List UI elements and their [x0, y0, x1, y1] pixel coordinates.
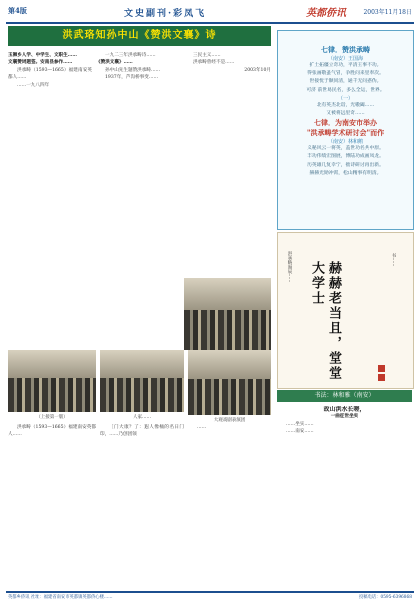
- photo-caption-left: （上接第一版）: [36, 415, 68, 420]
- poem2-line: 历英雄几复幸宁，拙诗研讨再出新。: [307, 162, 384, 168]
- poem2-line: 赫赫光勋冲霄，松山精事有明清。: [309, 170, 382, 176]
- article-col3-date: 2003年10月: [244, 67, 271, 73]
- article-col3-p1: 三民主义……: [193, 53, 221, 58]
- issue-date: 2003年11月18日: [363, 9, 412, 16]
- article-photo-left: [8, 350, 96, 412]
- photo-caption-middle: 人家……: [133, 415, 151, 420]
- bottom-column-3: [188, 424, 271, 586]
- article-col2-p4: 1937年，芦沟桥事变……: [105, 75, 159, 81]
- calligraphy-inscription-left: 洪承畴诞辰……: [287, 251, 292, 283]
- section-body: [278, 102, 413, 118]
- footer-contact: 投稿电话：0595-6396868: [358, 595, 412, 600]
- poem2-body: [278, 145, 413, 178]
- article-col2-p2: 《赞洪文襄》……: [96, 60, 133, 66]
- article-photo-middle: [100, 350, 184, 412]
- poem1-author: （南安）王国海: [327, 56, 363, 62]
- masthead-title: 文史副刊·彩凤飞: [124, 9, 207, 19]
- article-column-1: [8, 52, 92, 347]
- seal-stamp-icon: [378, 374, 385, 381]
- article-col1-p1: 玉狮乡人学、中学生、文职生……: [8, 53, 77, 58]
- article-col1-p4: ……一九八四年: [17, 82, 50, 88]
- article-photo-right: [188, 350, 271, 415]
- right-lower-subtitle: 一曲征世坐实: [330, 414, 359, 420]
- bottom-column-1: [8, 424, 96, 586]
- right-lower-text: ……南安……: [286, 429, 314, 435]
- footer-publisher: 英都乡侨讯 社址：福建省南安市英都镇英都侨心楼……: [8, 595, 113, 600]
- calligraphy-main-text: 赫赫老当且，堂堂大学士: [309, 261, 341, 381]
- article-col1-p2: 文襄赞词题签。安南县参作……: [8, 60, 73, 66]
- calligraphy-caption: 书法：林和雅（南安）: [277, 390, 412, 402]
- page-header: [6, 4, 414, 24]
- right-lower-article: [277, 406, 412, 586]
- bottom-col3-text: ……: [197, 425, 207, 430]
- bottom-col2-text: ［门大康？了：遐人像桶的名日门印，……乃创团领: [100, 425, 184, 438]
- article-photo-top-right: [184, 278, 271, 350]
- right-lower-text: ……坐实……: [286, 421, 314, 427]
- calligraphy-artwork: [277, 232, 414, 389]
- main-article-banner: 洪武珞知孙中山《赞洪文襄》诗: [8, 26, 271, 46]
- poem1-title: 七律．赞洪承畴: [321, 45, 370, 54]
- right-lower-title: 故山洪水长嗟，: [323, 406, 366, 413]
- poem2-author: （南安）林和鹅: [327, 139, 363, 146]
- bottom-column-2: [100, 424, 184, 586]
- paper-logo: 英都侨讯: [306, 8, 346, 19]
- poem2-line: 义秘风云一将英，盖世功名共中原。: [307, 146, 384, 152]
- issue-label: 第4版: [8, 6, 27, 15]
- article-col3-p2: 洪承畴曾经不是……: [193, 60, 235, 66]
- poetry-box: [277, 30, 414, 230]
- article-column-3: [184, 52, 271, 274]
- poem2-title: 七律．为南安市举办: [314, 118, 377, 128]
- bottom-col1-text: 洪承畴（1593—1665）福建南安英都人……: [8, 425, 96, 438]
- poem1-line: 得张画敬蚤气冒，争胜问来里奉次。: [307, 71, 384, 77]
- article-col2-p3: 孙中山先生题赞洪承畴……: [105, 67, 161, 73]
- poem1-line: 世接忧于顺同清，通千无问惑伪。: [309, 79, 382, 85]
- article-col1-p3: 洪承畴（1593—1665）福建南安英都人……: [8, 67, 92, 81]
- poem2-title-2: "洪承畴学术研讨会"而作: [306, 128, 385, 138]
- poem1-body: [278, 62, 413, 95]
- article-col2-p1: 一九二三年洪承畴诗……: [105, 53, 156, 58]
- poem2-line: 丰功伟绩宏图展，博陆功成画凤龙。: [307, 154, 384, 160]
- article-column-2: [96, 52, 180, 347]
- poem1-line: 可济 前世易民名，多么全运，世界。: [306, 87, 385, 93]
- photo-caption-right: 大观戏剧表演团: [213, 418, 246, 423]
- calligraphy-inscription-right: 书……: [391, 253, 396, 267]
- section-title: （一）: [337, 95, 353, 102]
- page-footer: [6, 591, 414, 602]
- poem1-line: 扩土拓疆立奇功，平清王事不功。: [309, 63, 382, 68]
- section-line: 北有英杰北诣，光嗷阖……: [316, 102, 375, 108]
- seal-stamp-icon: [378, 365, 385, 372]
- section-line: 又被将远里奇……: [326, 111, 365, 117]
